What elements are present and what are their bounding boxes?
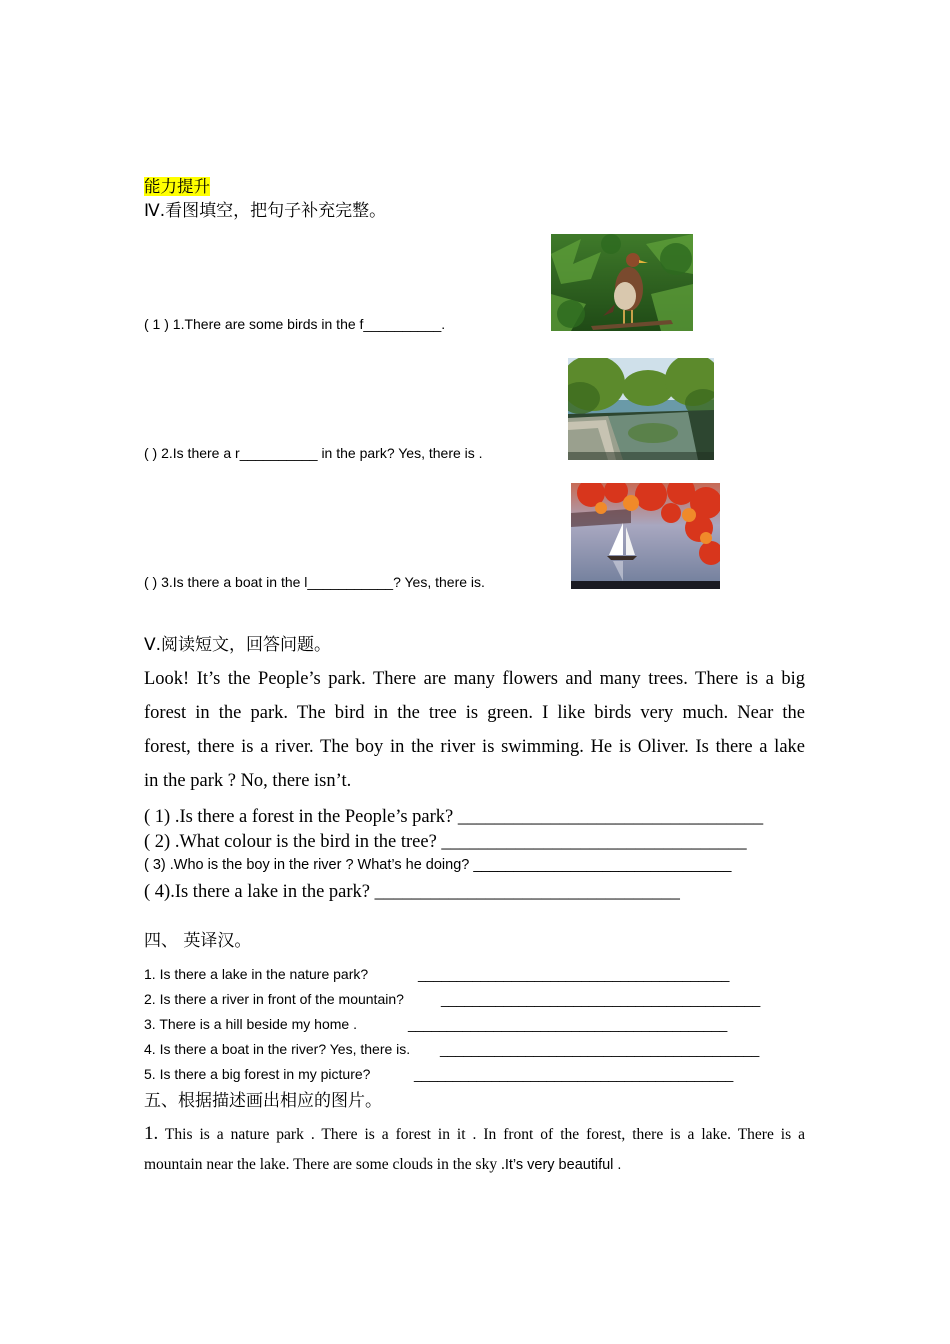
section-translate-title: 四、 英译汉。 [144,931,252,951]
reading-question-2: ( 2) .What colour is the bird in the tree? _________________________________ [144,832,747,852]
translate-item-3: 3. There is a hill beside my home . [144,1016,357,1032]
section-4-title: Ⅳ.看图填空，把句子补充完整。 [144,201,387,221]
translate-blank-5: _________________________________________ [414,1066,734,1082]
description-line: 1. This is a nature park . There is a forest in it . In front of the forest, there is a lake. There is a [144,1123,805,1144]
translate-blank-4: _________________________________________ [440,1041,760,1057]
picture-question-1: ( 1 ) 1.There are some birds in the f__________. [144,316,446,332]
passage-line: in the park ? No, there isn’t. [144,771,352,791]
section-5-title: Ⅴ.阅读短文，回答问题。 [144,635,332,655]
passage-line: forest, there is a river. The boy in the river is swimming. He is Oliver. Is there a lake [144,737,805,757]
translate-item-5: 5. Is there a big forest in my picture? [144,1066,371,1082]
picture-question-2: ( ) 2.Is there a r__________ in the park? Yes, there is . [144,445,483,461]
section-drawing-title: 五、根据描述画出相应的图片。 [144,1091,382,1111]
translate-blank-2: _________________________________________ [441,991,761,1007]
passage-line: forest in the park. The bird in the tree is green. I like birds very much. Near the [144,703,805,723]
reading-question-4: ( 4).Is there a lake in the park? _________________________________ [144,882,680,902]
translate-blank-1: ________________________________________ [418,966,730,982]
reading-question-1: ( 1) .Is there a forest in the People’s park? _________________________________ [144,807,764,827]
reading-passage [144,662,805,798]
translate-blank-3: _________________________________________ [408,1016,728,1032]
bird-in-forest-photo [551,234,693,331]
reading-question-3: ( 3) .Who is the boy in the river ? What’s he doing? ________________________________ [144,857,732,873]
translate-item-4: 4. Is there a boat in the river? Yes, there is. [144,1041,411,1057]
section-tag: 能力提升 [144,177,210,196]
boat-on-lake-photo [571,483,720,589]
river-in-park-photo [568,358,714,460]
passage-line: Look! It’s the People’s park. There are many flowers and many trees. There is a big [144,669,805,689]
translate-item-1: 1. Is there a lake in the nature park? [144,966,369,982]
translate-item-2: 2. Is there a river in front of the mountain? [144,991,404,1007]
description-line: mountain near the lake. There are some clouds in the sky .It’s very beautiful . [144,1156,622,1173]
picture-question-3: ( ) 3.Is there a boat in the l___________? Yes, there is. [144,574,485,590]
description-number: 1. [144,1123,159,1144]
drawing-description [144,1119,805,1180]
